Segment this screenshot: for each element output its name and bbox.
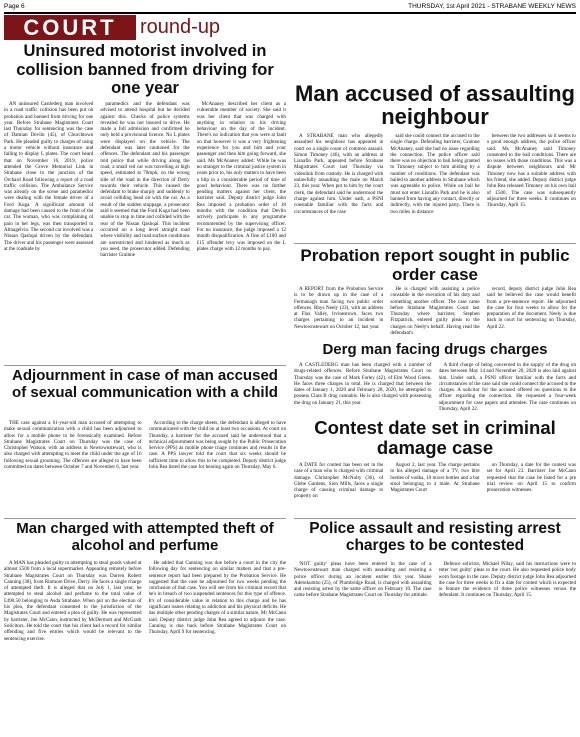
article-column: record, deputy district judge John Rea said he believed the case would benefit from a pre-sentence report. He adjourned the case for four weeks to allow for the preparation of the document. Neely is due back in court for sentencing on Thursday, April 22. — [486, 286, 576, 330]
article-body — [294, 462, 576, 516]
article-headline: Adjournment in case of man accused of sexual communication with a child — [12, 367, 278, 401]
article-body — [294, 133, 576, 243]
article-headline: Probation report sought in public order case — [300, 246, 570, 284]
masthead-roundup: round-up — [140, 16, 221, 38]
article-column: said she could connect the accused to the single charge. Defending barrister, Grainne McAnaney, said she had no issue regarding the connection. The police officer said there was no objection to bail being granted to Timoney subject to him abiding by a number of conditions. The defendant was bailed to another address in Strabane which was agreeable to police. While on bail he must not enter Lisnafin Park and he is also banned from having any contact, directly or indirectly, with the injured party. There is two miles in distance — [390, 133, 480, 215]
article-column: A STRABANE man who allegedly assaulted his neighbour has appeared in court on a single count of common assault. Simon Timoney (46), with an address at Lisnafin Park, appeared before Strabane Magistrates Court last Thursday via videolink from custody. He is charged with unlawfully assaulting the male on March 23, this year. When put to him by the court clerk, the defendant said he understood the charge against him. Under oath, a PSNI constable familiar with the facts and circumstances of the case — [294, 133, 384, 215]
issue-date-line: THURSDAY, 1st April 2021 - STRABANE WEEKLY NEWS — [408, 3, 576, 10]
article-headline: Man charged with attempted theft of alcohol and perfume — [16, 520, 274, 554]
column-divider — [4, 365, 286, 366]
article-column: A MAN has pleaded guilty to attempting to steal goods valued at almost £500 from a local supermarket. Appearing remotely before Strabane Magistrates Court on Thursday was Darren Robert Canning (38), from Rinmore Drive, Derry. He faces a single charge of attempted theft. It is alleged that on July 1, last year, he attempted to steal alcohol and perfume to the total value of £490.50 belonging to Asda Strabane. When put on the election of his plea, the defendant consented to the jurisdiction of the Magistrates Court and entered a plea of guilty. He was represented by barrister, Joe McCann, instructed by McDermott and McGrath Solicitors. He told the court that his client had a record for similar offending and five entries which would be relevant to the sentencing exercise. — [4, 560, 142, 642]
article-column: A DATE for contest has been set in the case of a man who is charged with criminal damage. Christopher McNulty (36), of Glebe Gardens, Sion Mills, faces a single charge of causing criminal damage to property on — [294, 462, 384, 500]
article-body — [294, 362, 576, 414]
article-body — [4, 101, 286, 363]
article-headline: Derg man facing drugs charges — [322, 341, 548, 358]
article-column: McAnaney described her client as a vulnerable member of society. She said it was her client that was charged with anything in relation to his driving behaviour on the day of the incident. There's no indication that you were at fault on that however it was a very frightening experience for you and him and your passenger and then him going forward, she said. Ms McAnaney added: While he was no stranger to the criminal justice system in years prior to, his only matters to have been a blip in a considerable period of time of good behaviour. There was no further pending matters against her client, the barrister said. Deputy district judge John Rea imposed a probation order of 18 months with the condition that Devlin actively participate in any programme recommended by the supervising officer. For no insurance, the judge imposed a 12 month disqualification. A fine of £100 and £15 offender levy was imposed on the L plates charge with 12 months to pay. — [196, 101, 286, 252]
column-divider — [4, 518, 286, 519]
article-column: He added that Canning was due before a court in the city the following day for sentencing on similar matters and that a pre-sentence report had been prepared by the Probation Service. He suggested that the case be adjourned for two weeks pending the conclusion of that case. You will see from his criminal record that he's in breach of two suspended sentences for this type of offence. It's of considerable value in relation to this charge and he has significant issues relating to addiction and his physical deficits. He has multiple other pending charges of a similar nature, Mr McCann said. Deputy district judge John Rea agreed to adjourn the case. Canning is due back before Strabane Magistrates Court on Thursday, April 9 for sentencing. — [148, 560, 286, 636]
article-headline: Police assault and resisting arrest charges to be contested — [309, 520, 561, 554]
article-column: AN uninsured Castlederg man involved in a road traffic collision has been put on probation and banned from driving for one year. Before Strabane Magistrates Court last Thursday for sentencing was the case of Damian Devlin (45), of Churchtown Park. He pleaded guilty to charges of using a motor vehicle without insurance and failing to display L plates. The court heard that on November 16, 2019, police attended the Grove Memorial Link in Strabane close to the junction of the Orchard Road following a report of a road traffic collision. The Ambulance Service was already on the scene and paramedics were dealing with the female driver of a Ford Kuga. A significant amount of damage had been caused to the front of the car. The woman, who was complaining of pain in her legs, was then transported to Altnagelvin. The second car involved was a Nissan Qashqai driven by the defendant. The driver and his passenger were assessed at the roadside by — [4, 101, 94, 252]
article-body — [4, 560, 286, 732]
article-column: 'NOT guilty' pleas have been entered in the case of a Newtownstewart man charged with assaulting and resisting a police officer during an incident earlier this year. Shane Adetokumbo (25), of Plumbridge Road, is charged with assaulting and resisting arrest by the same officer on February 10. The case came before Strabane Magistrates Court on Thursday for attitude. — [294, 561, 432, 599]
article-headline: Contest date set in criminal damage case — [314, 417, 556, 458]
article-body — [4, 420, 286, 518]
masthead-court-block: COURT — [4, 15, 136, 40]
article-headline: Uninsured motorist involved in collision banned from driving for one year — [16, 42, 274, 97]
page-header — [4, 3, 576, 12]
article-column: THE case against a 61-year-old man accused of attempting to make sexual communication with a child has been adjourned to allow for a mobile phone to be forensically examined. Before Strabane Magistrates Court on Thursday was the case of Christopher Watson, with an address in Newtownstewart, who is also charged with attempting to meet the child under the age of 16 following sexual grooming. The offences are alleged to have been committed on dates between October 7 and November 6, last year. — [4, 420, 142, 471]
column-divider — [294, 243, 576, 244]
article-body — [294, 286, 576, 338]
article-column: August 2, last year. The charge pertains to his alleged damage of a TV, two litre bottles of vodka, 10 mixer bottles and a bar stool belonging to a male. At Strabane Magistrates Court — [390, 462, 480, 494]
article-column: According to the charge sheets, the defendant is alleged to have communicated with the child on at least two occasions. At court on Thursday, a barrister for the accused said he understood that a technical adjournment was being sought by the Public Prosecution Service (PPS) as mobile phone triage continues and results in the case. A PPS lawyer told the court that six weeks should be sufficient time to allow this to be completed. Deputy district judge John Rea listed the case for hearing again on Thursday, May 6. — [148, 420, 286, 471]
section-masthead — [4, 15, 234, 40]
page-number: Page 6 — [4, 3, 25, 10]
article-column: A third charge of being concerned in the supply of the drug on dates between May 14 and November 20, 2020 is also laid against him. Under oath, a PSNI officer familiar with the facts and circumstances of the case said she could connect the accused to the charges. A solicitor for the accused offered no questions to the officer regarding the connection. He requested a four-week adjournment for case papers and attendee. The case continues on Thursday, April 22. — [438, 362, 576, 413]
article-column: between the two addresses so it seems to a good enough address, the police officer said. Ms McAnaney said Timoney consented to the bail conditions. There are no issues with those conditions. This was a dispute between neighbours and Mr Timoney now has a suitable address with his friend, she added. Deputy district judge John Rea released Timoney on his own bail of £500. The case was subsequently adjourned for three weeks. It continues on Thursday, April 15. — [486, 133, 576, 209]
article-column: paramedics and the defendant was advised to attend hospital but he decided against this. Checks of police systems revealed he was not insured to drive. He made a full admission and confirmed he only held a provisional licence. No L plates were displayed on the vehicle. The defendant was later cautioned for the offences. The defendant and his passenger told police that while driving along the road, a small red car was travelling at high speed, estimated at 70mph, on the wrong side of the road in the direction of Derry towards their vehicle. This caused the defendant to brake sharply and suddenly to avoid colliding head on with the car. As a result of the sudden stoppage, a prosecutor said it seemed that the Ford Kuga had been unable to stop in time and collided with the rear of the Nissan Qashqai. This incident occurred on a long level straight road where visibility and road surface conditions are unrestricted and hindered as much as you need, the prosecutor added. Defending barrister Grainne — [100, 101, 190, 259]
article-body — [294, 561, 576, 733]
column-divider — [294, 518, 576, 519]
article-column: on Thursday, a date for the contest was set for April 23. Barrister Joe McCann requested that the case be listed for a pre trial review on April 15 to confirm prosecution witnesses. — [486, 462, 576, 494]
article-column: He is charged with assisting a police constable in the execution of his duty and something another officer. The case came before Strabane Magistrates Court last Thursday where barrister, Stephen Fitzpatrick, entered guilty pleas to the charges on Neely's behalf. Having read the defendant's — [390, 286, 480, 337]
article-column: A REPORT from the Probation Service is to be drawn up in the case of a Fermanagh man facing two public order offences. Rhys Neely (23), with an address at Flax Valley, Irvinestown, faces two charges pertaining to an incident in Newtownstewart on October 12, last year. — [294, 286, 384, 330]
article-headline: Man accused of assaulting neighbour — [295, 81, 575, 129]
article-column: A CASTLEDERG man has been charged with a number of drugs-related offences. Before Strabane Magistrates Court on Thursday was the case of Mark Farley (42), of Elm Wood Green. He faces three charges in total. He is charged that between the dates of January 1, 2020 and February 28, 2020, he attempted to possess Class B drug cannabis. He is also charged with possessing the drug on January 21, this year. — [294, 362, 432, 406]
header-rule — [4, 12, 576, 14]
article-column: Defence solicitor, Michael Pillay, said his instructions were to enter 'not guilty' pleas to the court. He also requested police body worn footage in the case. Deputy district judge John Rea adjourned the case for three weeks to fix a date for contest which is expected to feature the evidence of three police witnesses versus the defendant. It continues on Thursday, April 15. — [438, 561, 576, 599]
